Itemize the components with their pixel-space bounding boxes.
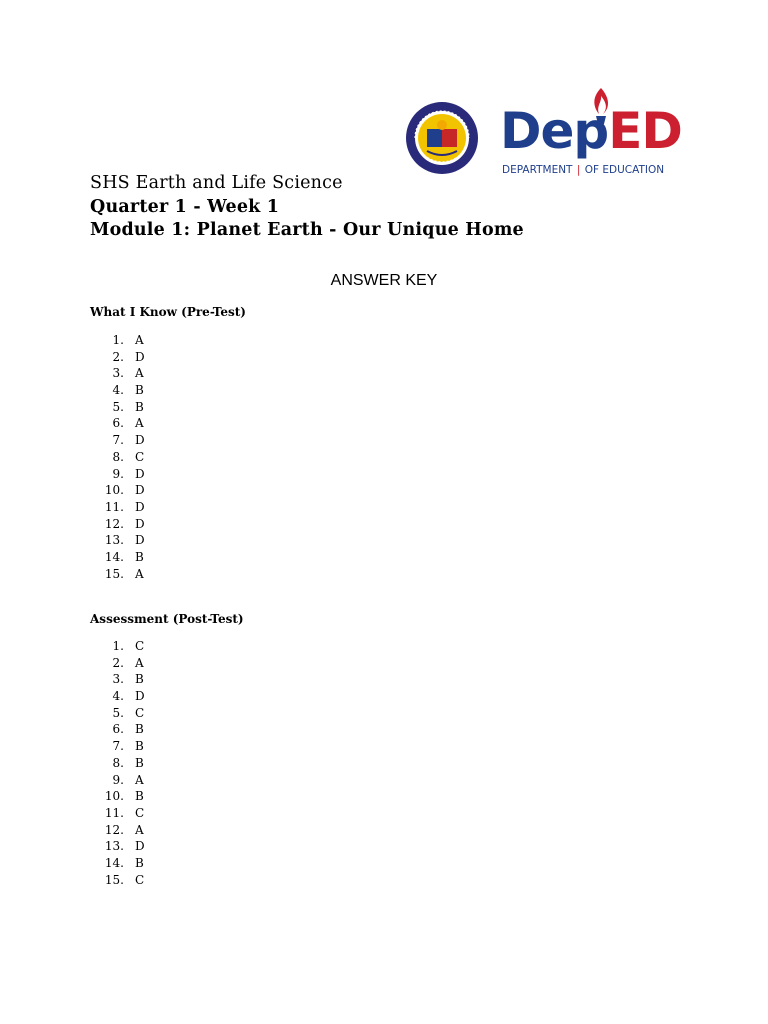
posttest-heading: Assessment (Post-Test)	[90, 612, 244, 626]
item-number: 7.	[112, 433, 124, 448]
item-answer: D	[135, 483, 145, 498]
item-answer: C	[135, 805, 145, 820]
item-number: 12.	[104, 822, 124, 837]
item-number: 3.	[112, 672, 124, 687]
answer-key-heading: ANSWER KEY	[330, 272, 438, 289]
deped-logo	[500, 86, 682, 178]
item-number: 5.	[112, 399, 124, 414]
item-answer: B	[135, 755, 144, 770]
module-title: Module 1: Planet Earth - Our Unique Home	[90, 220, 524, 240]
item-number: 14.	[104, 855, 124, 870]
item-answer: D	[135, 689, 145, 704]
item-number: 12.	[104, 516, 124, 531]
subject-title: SHS Earth and Life Science	[90, 173, 343, 193]
item-answer: C	[135, 449, 145, 464]
item-answer: B	[135, 789, 144, 804]
item-answer: B	[135, 855, 144, 870]
item-answer: A	[135, 655, 144, 670]
item-number: 14.	[104, 549, 124, 564]
item-number: 4.	[112, 689, 124, 704]
item-number: 1.	[112, 639, 124, 653]
item-answer: D	[135, 533, 145, 548]
item-number: 11.	[104, 499, 124, 514]
deped-wordmark: DepED	[500, 102, 682, 160]
item-number: 10.	[104, 789, 124, 804]
item-answer: B	[135, 383, 144, 398]
item-answer: B	[135, 399, 144, 414]
item-number: 13.	[104, 533, 124, 548]
item-answer: D	[135, 466, 145, 481]
item-answer: A	[135, 772, 144, 787]
item-answer: A	[135, 366, 144, 381]
item-answer: A	[135, 416, 144, 431]
item-answer: B	[135, 549, 144, 564]
item-number: 15.	[104, 566, 124, 581]
item-answer: B	[135, 739, 144, 754]
quarter-week-title: Quarter 1 - Week 1	[90, 196, 280, 217]
item-number: 4.	[112, 383, 124, 398]
item-number: 6.	[112, 722, 124, 737]
item-number: 8.	[112, 449, 124, 464]
item-number: 1.	[112, 333, 124, 347]
item-number: 9.	[112, 772, 124, 787]
item-answer: C	[135, 705, 145, 720]
item-answer: B	[135, 722, 144, 737]
item-number: 5.	[112, 705, 124, 720]
item-number: 2.	[112, 349, 124, 364]
item-number: 8.	[112, 755, 124, 770]
item-answer: A	[135, 822, 144, 837]
item-number: 11.	[104, 805, 124, 820]
item-number: 3.	[112, 366, 124, 381]
item-number: 7.	[112, 739, 124, 754]
item-number: 13.	[104, 839, 124, 854]
item-number: 6.	[112, 416, 124, 431]
deped-subtitle: DEPARTMENT | OF EDUCATION	[502, 164, 665, 176]
item-answer: B	[135, 672, 144, 687]
item-answer: D	[135, 433, 145, 448]
item-answer: C	[135, 639, 145, 653]
pretest-heading: What I Know (Pre-Test)	[90, 305, 246, 319]
item-number: 10.	[104, 483, 124, 498]
module-title-block	[90, 172, 524, 243]
item-answer: D	[135, 349, 145, 364]
item-answer: D	[135, 516, 145, 531]
item-number: 15.	[104, 872, 124, 887]
division-seal-icon	[405, 101, 479, 175]
item-number: 2.	[112, 655, 124, 670]
item-answer: C	[135, 872, 145, 887]
item-answer: A	[135, 566, 144, 581]
item-answer: D	[135, 499, 145, 514]
item-answer: A	[135, 333, 144, 347]
item-answer: D	[135, 839, 145, 854]
item-number: 9.	[112, 466, 124, 481]
